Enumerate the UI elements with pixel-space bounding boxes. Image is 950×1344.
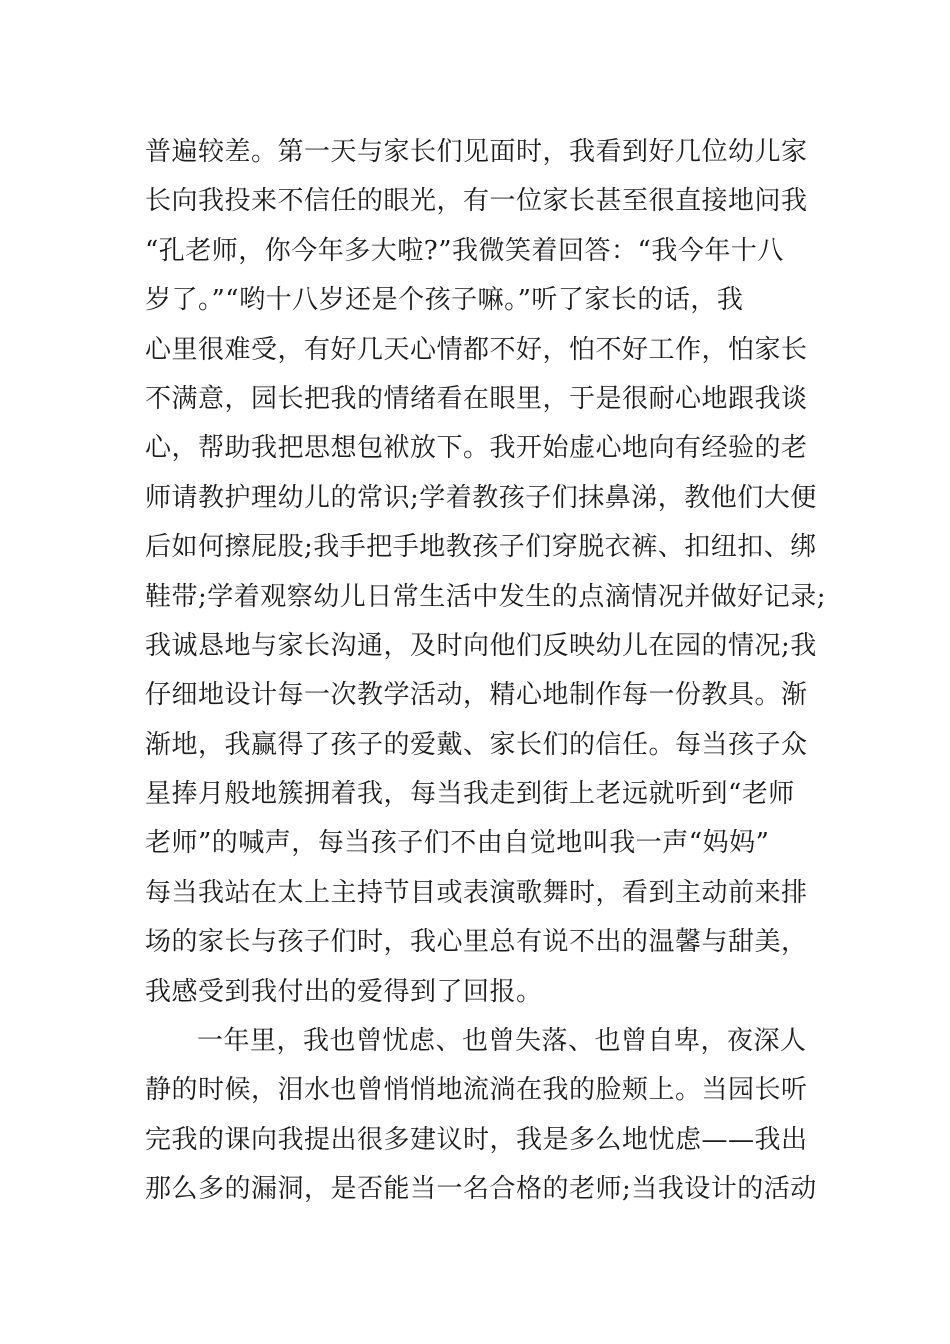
text-line: “孔老师，你今年多大啦?”我微笑着回答：“我今年十八 <box>145 235 784 266</box>
text-line: 星捧月般地簇拥着我，每当我走到街上老远就听到“老师 <box>145 779 795 810</box>
text-line: 长向我投来不信任的眼光，有一位家长甚至很直接地问我 <box>145 186 808 217</box>
text-line: 静的时候，泪水也曾悄悄地流淌在我的脸颊上。当园长听 <box>145 1075 808 1106</box>
text-line: 仔细地设计每一次教学活动，精心地制作每一份教具。渐 <box>145 680 808 711</box>
text-line: 渐地，我赢得了孩子的爱戴、家长们的信任。每当孩子众 <box>145 729 808 760</box>
text-line: 每当我站在太上主持节目或表演歌舞时，看到主动前来排 <box>145 877 808 908</box>
text-line: 不满意，园长把我的情绪看在眼里，于是很耐心地跟我谈 <box>145 383 808 414</box>
text-line: 鞋带;学着观察幼儿日常生活中发生的点滴情况并做好记录; <box>145 581 827 612</box>
text-line: 普遍较差。第一天与家长们见面时，我看到好几位幼儿家 <box>145 137 808 167</box>
text-line: 岁了。”“哟十八岁还是个孩子嘛。”听了家长的话，我 <box>145 285 744 316</box>
text-line: 那么多的漏洞，是否能当一名合格的老师;当我设计的活动 <box>145 1174 817 1205</box>
text-line: 心，帮助我把思想包袱放下。我开始虚心地向有经验的老 <box>145 433 808 464</box>
text-line: 师请教护理幼儿的常识;学着教孩子们抹鼻涕，教他们大便 <box>145 482 817 513</box>
text-line: 完我的课向我提出很多建议时，我是多么地忧虑——我出 <box>145 1124 808 1155</box>
paragraph-start-line: 一年里，我也曾忧虑、也曾失落、也曾自卑，夜深人 <box>197 1026 807 1057</box>
document-body <box>145 128 825 1215</box>
text-line: 后如何擦屁股;我手把手地教孩子们穿脱衣裤、扣纽扣、绑 <box>145 532 817 563</box>
text-line: 场的家长与孩子们时，我心里总有说不出的温馨与甜美， <box>145 927 808 958</box>
text-line: 老师”的喊声，每当孩子们不由自觉地叫我一声“妈妈” <box>145 828 770 859</box>
text-line: 我诚恳地与家长沟通，及时向他们反映幼儿在园的情况;我 <box>145 630 817 661</box>
text-line: 我感受到我付出的爱得到了回报。 <box>145 976 543 1007</box>
text-line: 心里很难受，有好几天心情都不好，怕不好工作，怕家长 <box>145 334 808 365</box>
